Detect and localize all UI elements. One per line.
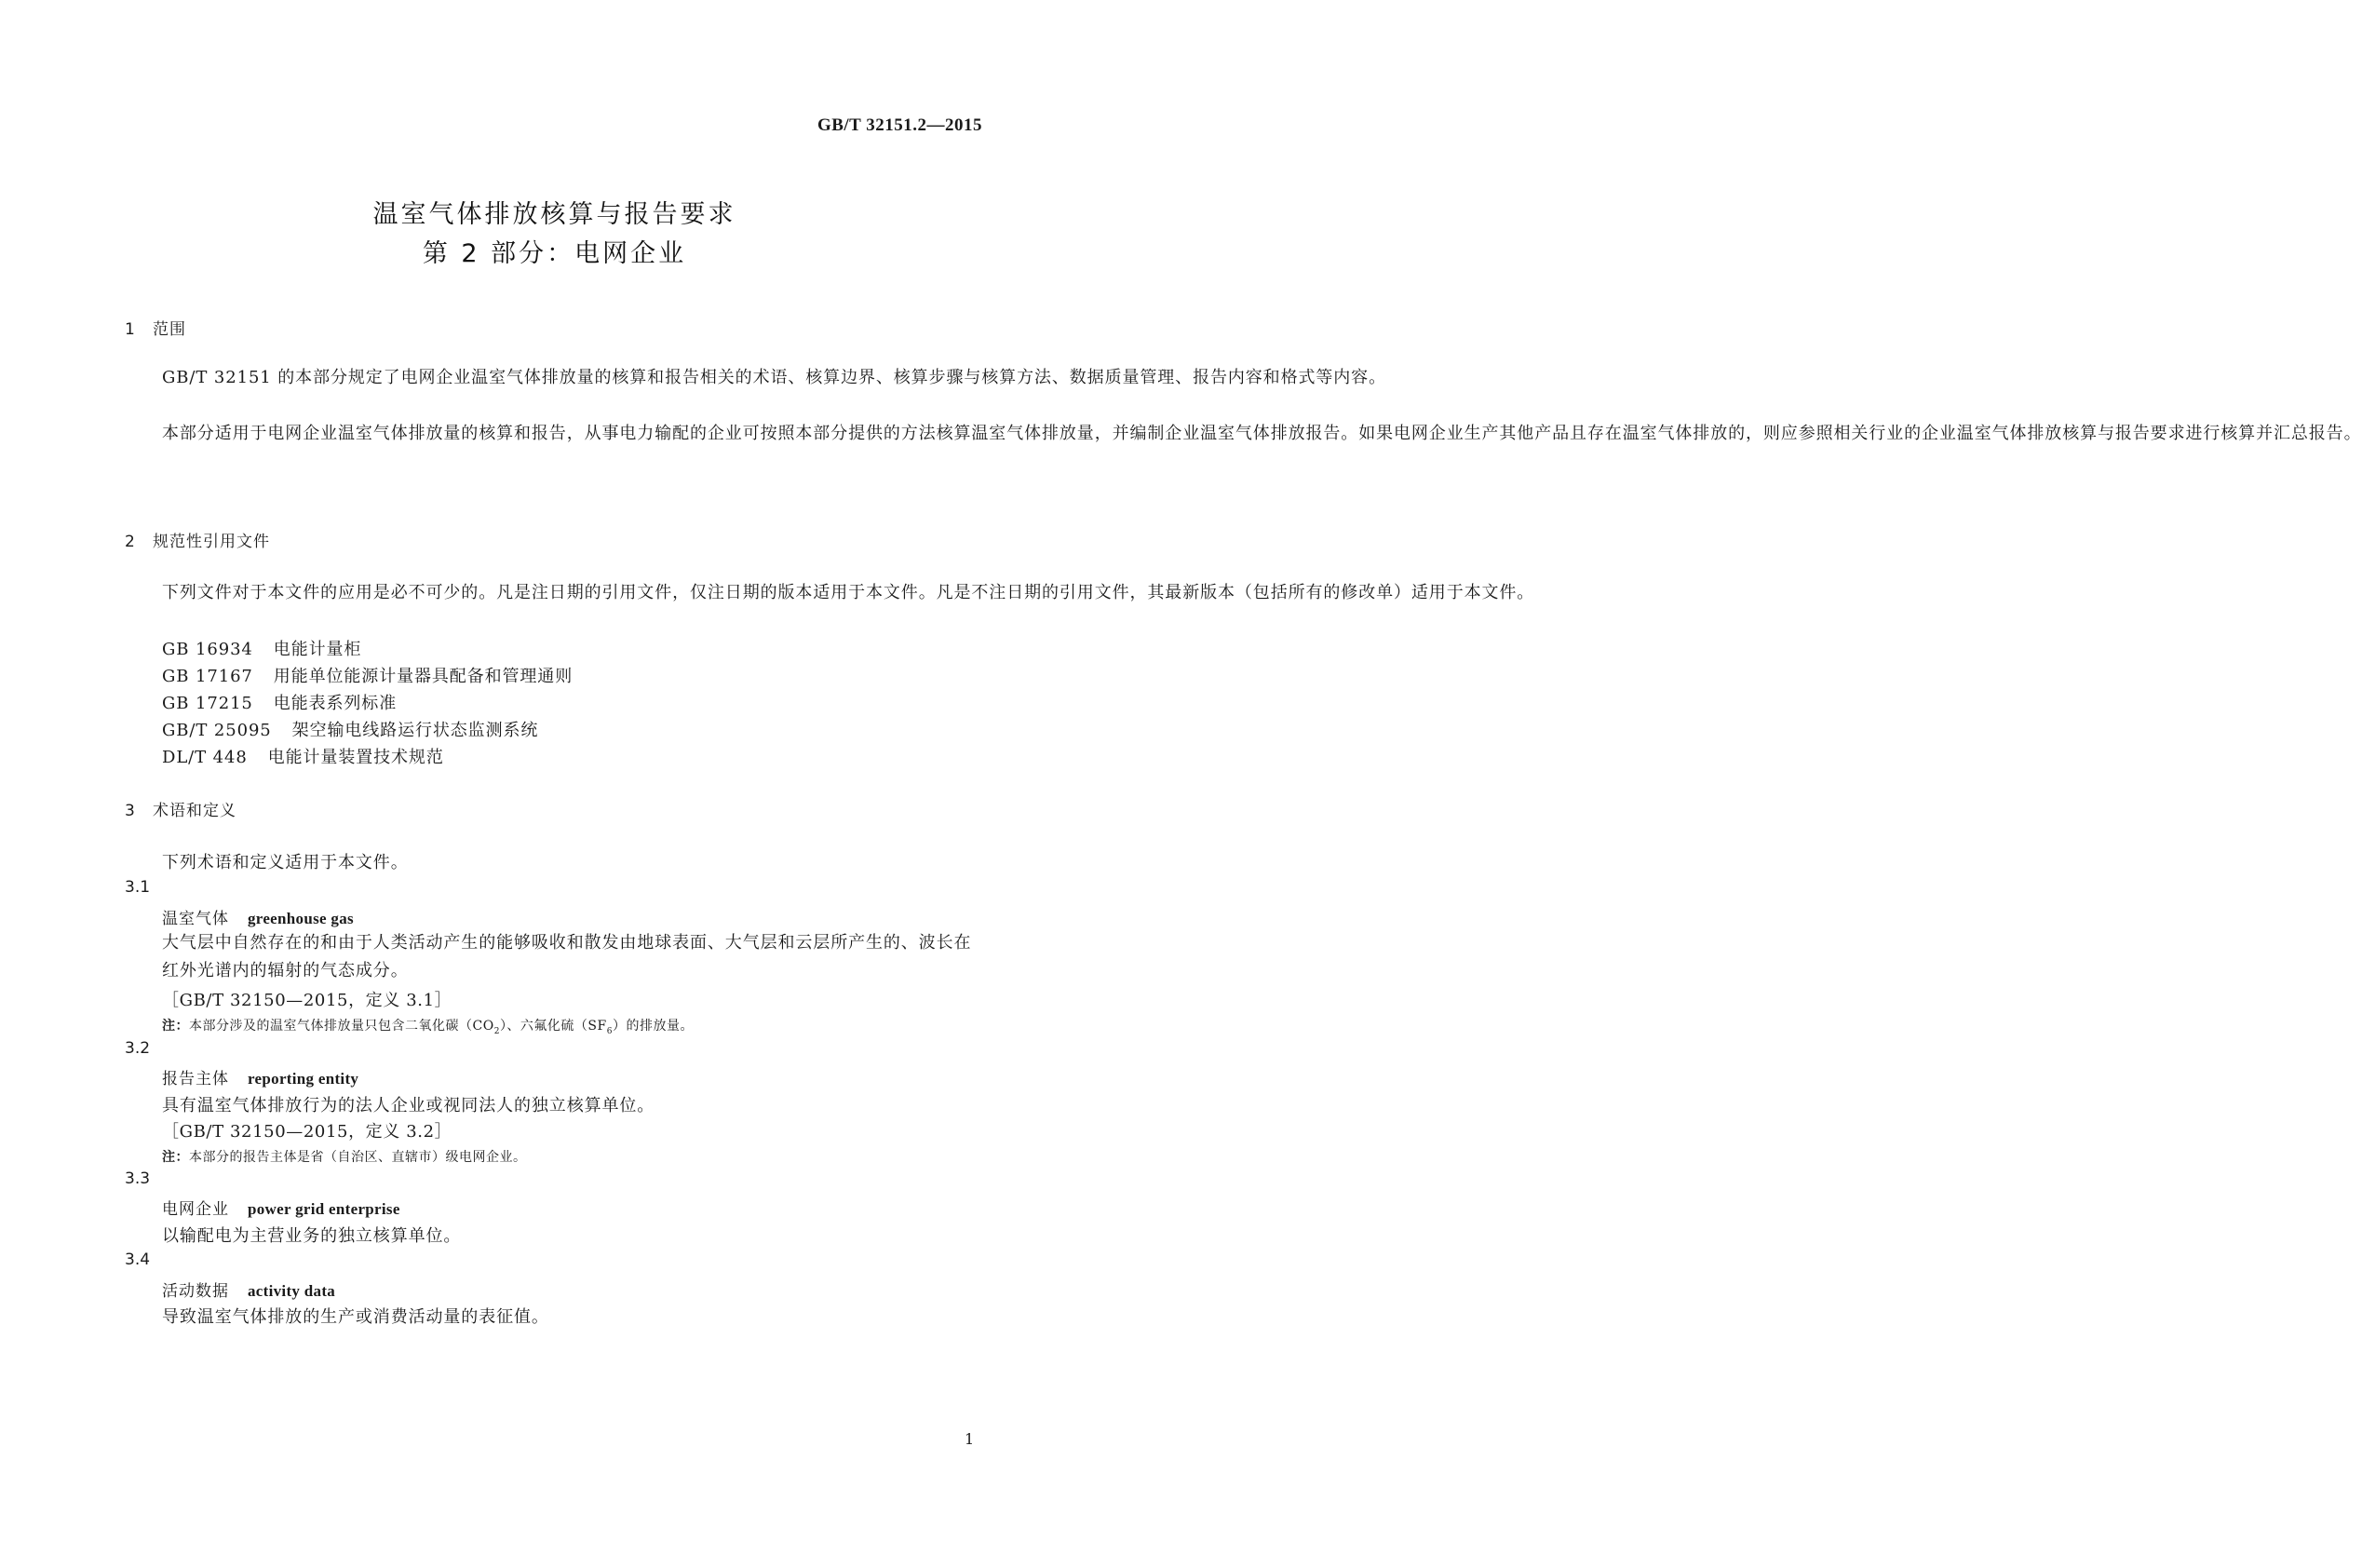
- term-english: greenhouse gas: [248, 910, 354, 927]
- term-number: 3.3: [125, 1169, 151, 1188]
- term-english: activity data: [248, 1282, 336, 1300]
- scope-paragraph-1: GB/T 32151 的本部分规定了电网企业温室气体排放量的核算和报告相关的术语、核算边界、核算步骤与核算方法、数据质量管理、报告内容和格式等内容。: [162, 368, 1386, 387]
- term-note: [162, 1016, 694, 1036]
- reference-title: 电能表系列标准: [273, 694, 398, 713]
- term-english: power grid enterprise: [248, 1200, 400, 1218]
- reference-item: [162, 717, 538, 741]
- term-number: 3.4: [125, 1250, 151, 1269]
- section-number: 1: [125, 320, 136, 339]
- section-number: 2: [125, 533, 136, 551]
- document-title-line-1: 温室气体排放核算与报告要求: [372, 200, 736, 229]
- reference-title: 电能计量柜: [273, 640, 362, 659]
- reference-title: 架空输电线路运行状态监测系统: [291, 721, 539, 740]
- reference-title: 电能计量装置技术规范: [267, 748, 444, 767]
- page-number: 1: [965, 1430, 975, 1448]
- term-source: ［GB/T 32150—2015，定义 3.1］: [162, 991, 452, 1010]
- subscript-2: 2: [493, 1026, 500, 1036]
- section-number: 3: [125, 802, 136, 820]
- reference-item: [162, 690, 397, 714]
- term-english: reporting entity: [248, 1070, 359, 1088]
- section-title: 术语和定义: [153, 802, 236, 820]
- standard-code: GB/T 32151.2—2015: [817, 115, 982, 135]
- term-chinese: 温室气体: [162, 910, 229, 928]
- note-text-c: ）的排放量。: [612, 1019, 694, 1034]
- term-heading: [162, 1065, 358, 1088]
- subscript-6: 6: [606, 1026, 613, 1036]
- term-number: 3.2: [125, 1039, 151, 1058]
- reference-code: GB 17167: [162, 667, 253, 686]
- reference-code: GB/T 25095: [162, 721, 272, 740]
- note-label: 注：: [162, 1019, 189, 1034]
- term-definition: 以输配电为主营业务的独立核算单位。: [162, 1226, 462, 1246]
- section-heading-normative-references: [125, 528, 270, 551]
- term-heading: [162, 905, 354, 928]
- term-note: [162, 1147, 527, 1166]
- note-text: 本部分的报告主体是省（自治区、直辖市）级电网企业。: [189, 1150, 527, 1165]
- term-definition: 大气层中自然存在的和由于人类活动产生的能够吸收和散发由地球表面、大气层和云层所产生的、波长在红外光谱内的辐射的气态成分。: [162, 933, 972, 980]
- reference-code: GB 16934: [162, 640, 253, 659]
- term-heading: [162, 1196, 400, 1219]
- term-chinese: 活动数据: [162, 1282, 229, 1301]
- note-label: 注：: [162, 1150, 189, 1165]
- document-title-line-2: 第 2 部分：电网企业: [422, 239, 687, 268]
- reference-item: [162, 744, 444, 768]
- terms-intro: 下列术语和定义适用于本文件。: [162, 853, 409, 872]
- reference-item: [162, 663, 573, 687]
- section-title: 范围: [153, 320, 186, 339]
- section-heading-terms-and-definitions: [125, 797, 236, 820]
- references-intro: 下列文件对于本文件的应用是必不可少的。凡是注日期的引用文件，仅注日期的版本适用于本文件。凡是不注日期的引用文件，其最新版本（包括所有的修改单）适用于本文件。: [162, 583, 1535, 602]
- note-text-a: 本部分涉及的温室气体排放量只包含二氧化碳（CO: [189, 1019, 494, 1034]
- section-heading-scope: [125, 316, 186, 339]
- term-chinese: 报告主体: [162, 1070, 229, 1088]
- reference-code: DL/T 448: [162, 748, 248, 767]
- section-title: 规范性引用文件: [153, 533, 270, 551]
- term-heading: [162, 1277, 335, 1301]
- term-definition: 导致温室气体排放的生产或消费活动量的表征值。: [162, 1307, 549, 1327]
- term-source: ［GB/T 32150—2015，定义 3.2］: [162, 1122, 452, 1142]
- scope-paragraph-2: 本部分适用于电网企业温室气体排放量的核算和报告，从事电力输配的企业可按照本部分提供的方法核算温室气体排放量，并编制企业温室气体排放报告。如果电网企业生产其他产品且存在温室气体排放的，则应参照相关行业的企业温室气体排放核算与报告要求进行核算并汇总报告。: [162, 424, 2362, 443]
- term-chinese: 电网企业: [162, 1200, 229, 1219]
- reference-code: GB 17215: [162, 694, 253, 713]
- term-number: 3.1: [125, 878, 151, 897]
- reference-item: [162, 636, 361, 660]
- note-text-b: ）、六氟化硫（SF: [499, 1019, 607, 1034]
- reference-title: 用能单位能源计量器具配备和管理通则: [273, 667, 574, 686]
- term-definition: 具有温室气体排放行为的法人企业或视同法人的独立核算单位。: [162, 1096, 655, 1115]
